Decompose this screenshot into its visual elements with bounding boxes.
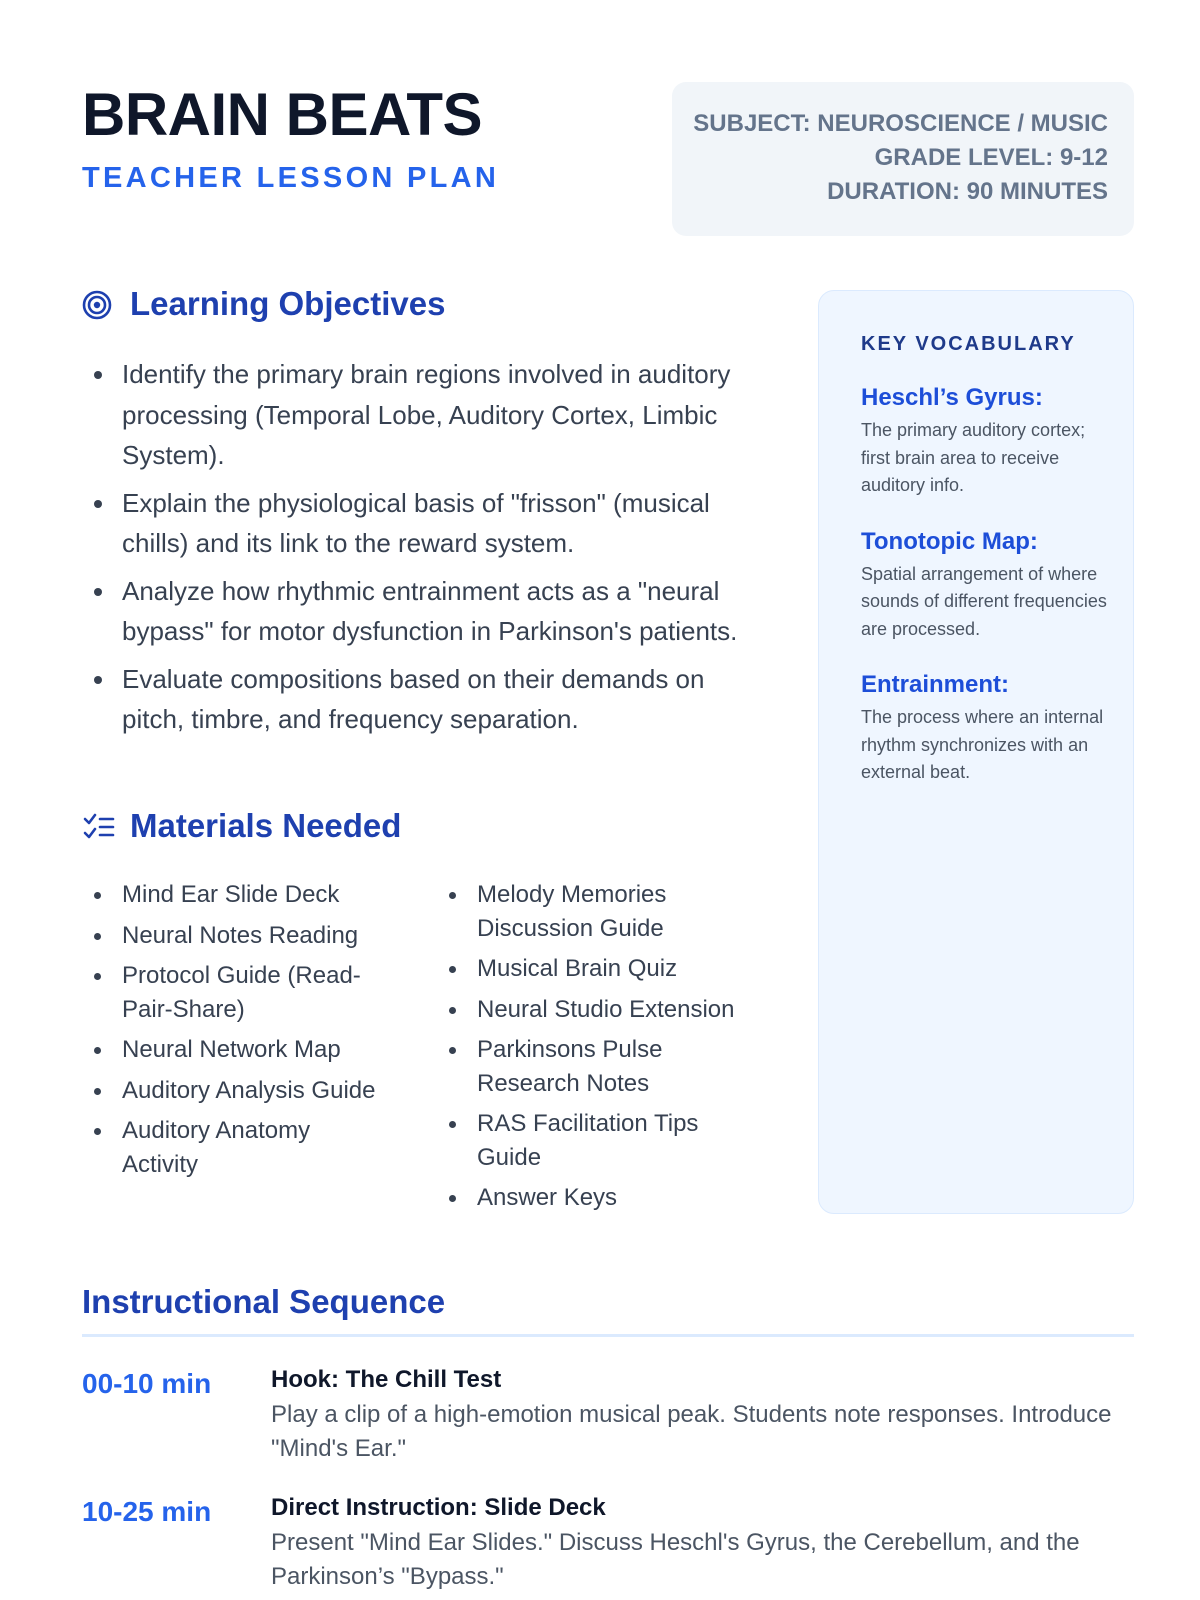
step-time: 00-10 min xyxy=(82,1368,212,1399)
meta-grade-level: GRADE LEVEL: 9-12 xyxy=(874,144,1108,171)
materials-list-left xyxy=(82,878,382,1188)
sequence-heading: Instructional Sequence xyxy=(82,1283,446,1320)
vocab-definition: Spatial arrangement of where sounds of different frequencies are processed. xyxy=(861,563,1107,639)
checklist-icon xyxy=(82,809,116,843)
objectives-list xyxy=(82,354,772,747)
list-item: Auditory Anatomy Activity xyxy=(82,1114,382,1181)
target-icon xyxy=(82,287,116,321)
vocab-term: Heschl’s Gyrus: xyxy=(861,384,1043,411)
vocabulary-heading: KEY VOCABULARY xyxy=(861,333,1076,355)
step-description: Present "Mind Ear Slides." Discuss Heschl's Gyrus, the Cerebellum, and the Parkinson’s "Bypass." xyxy=(271,1529,1080,1590)
vocabulary-panel xyxy=(818,290,1134,1214)
list-item: Answer Keys xyxy=(437,1181,757,1215)
vocab-definition: The process where an internal rhythm synchronizes with an external beat. xyxy=(861,707,1104,782)
step-title: Hook: The Chill Test xyxy=(271,1366,502,1393)
materials-list-right xyxy=(437,878,757,1222)
lesson-meta-box xyxy=(672,82,1134,236)
list-item: Analyze how rhythmic entrainment acts as a "neural bypass" for motor dysfunction in Parkinson's patients. xyxy=(82,571,772,652)
list-item: Identify the primary brain regions involved in auditory processing (Temporal Lobe, Auditory Cortex, Limbic System). xyxy=(82,354,772,476)
vocab-term: Tonotopic Map: xyxy=(861,527,1038,555)
step-description: Play a clip of a high-emotion musical peak. Students note responses. Introduce "Mind's Ear." xyxy=(271,1401,1112,1462)
list-item: Musical Brain Quiz xyxy=(437,952,757,986)
page-title: BRAIN BEATS xyxy=(82,81,483,148)
sequence-divider xyxy=(82,1334,1134,1337)
list-item: Neural Studio Extension xyxy=(437,993,757,1027)
list-item: Auditory Analysis Guide xyxy=(82,1074,382,1108)
list-item: Explain the physiological basis of "frisson" (musical chills) and its link to the reward system. xyxy=(82,483,772,564)
meta-duration: DURATION: 90 MINUTES xyxy=(827,178,1108,205)
meta-subject: SUBJECT: NEUROSCIENCE / MUSIC xyxy=(693,110,1108,137)
vocab-definition: The primary auditory cortex; first brain area to receive auditory info. xyxy=(861,420,1086,495)
objectives-heading xyxy=(82,284,445,324)
list-item: Evaluate compositions based on their demands on pitch, timbre, and frequency separation. xyxy=(82,659,772,740)
list-item: Mind Ear Slide Deck xyxy=(82,878,382,912)
materials-heading xyxy=(82,806,401,846)
list-item: RAS Facilitation Tips Guide xyxy=(437,1107,757,1174)
list-item: Neural Network Map xyxy=(82,1033,382,1067)
vocab-term: Entrainment: xyxy=(861,671,1010,698)
page-subtitle: TEACHER LESSON PLAN xyxy=(82,162,500,194)
list-item: Protocol Guide (Read-Pair-Share) xyxy=(82,959,382,1026)
objectives-heading-label: Learning Objectives xyxy=(130,285,446,322)
step-title: Direct Instruction: Slide Deck xyxy=(271,1494,606,1521)
list-item: Neural Notes Reading xyxy=(82,919,382,953)
list-item: Melody Memories Discussion Guide xyxy=(437,878,757,945)
lesson-plan-page xyxy=(82,0,1134,1600)
list-item: Parkinsons Pulse Research Notes xyxy=(437,1033,757,1100)
materials-heading-label: Materials Needed xyxy=(130,807,402,844)
step-time: 10-25 min xyxy=(82,1496,212,1527)
